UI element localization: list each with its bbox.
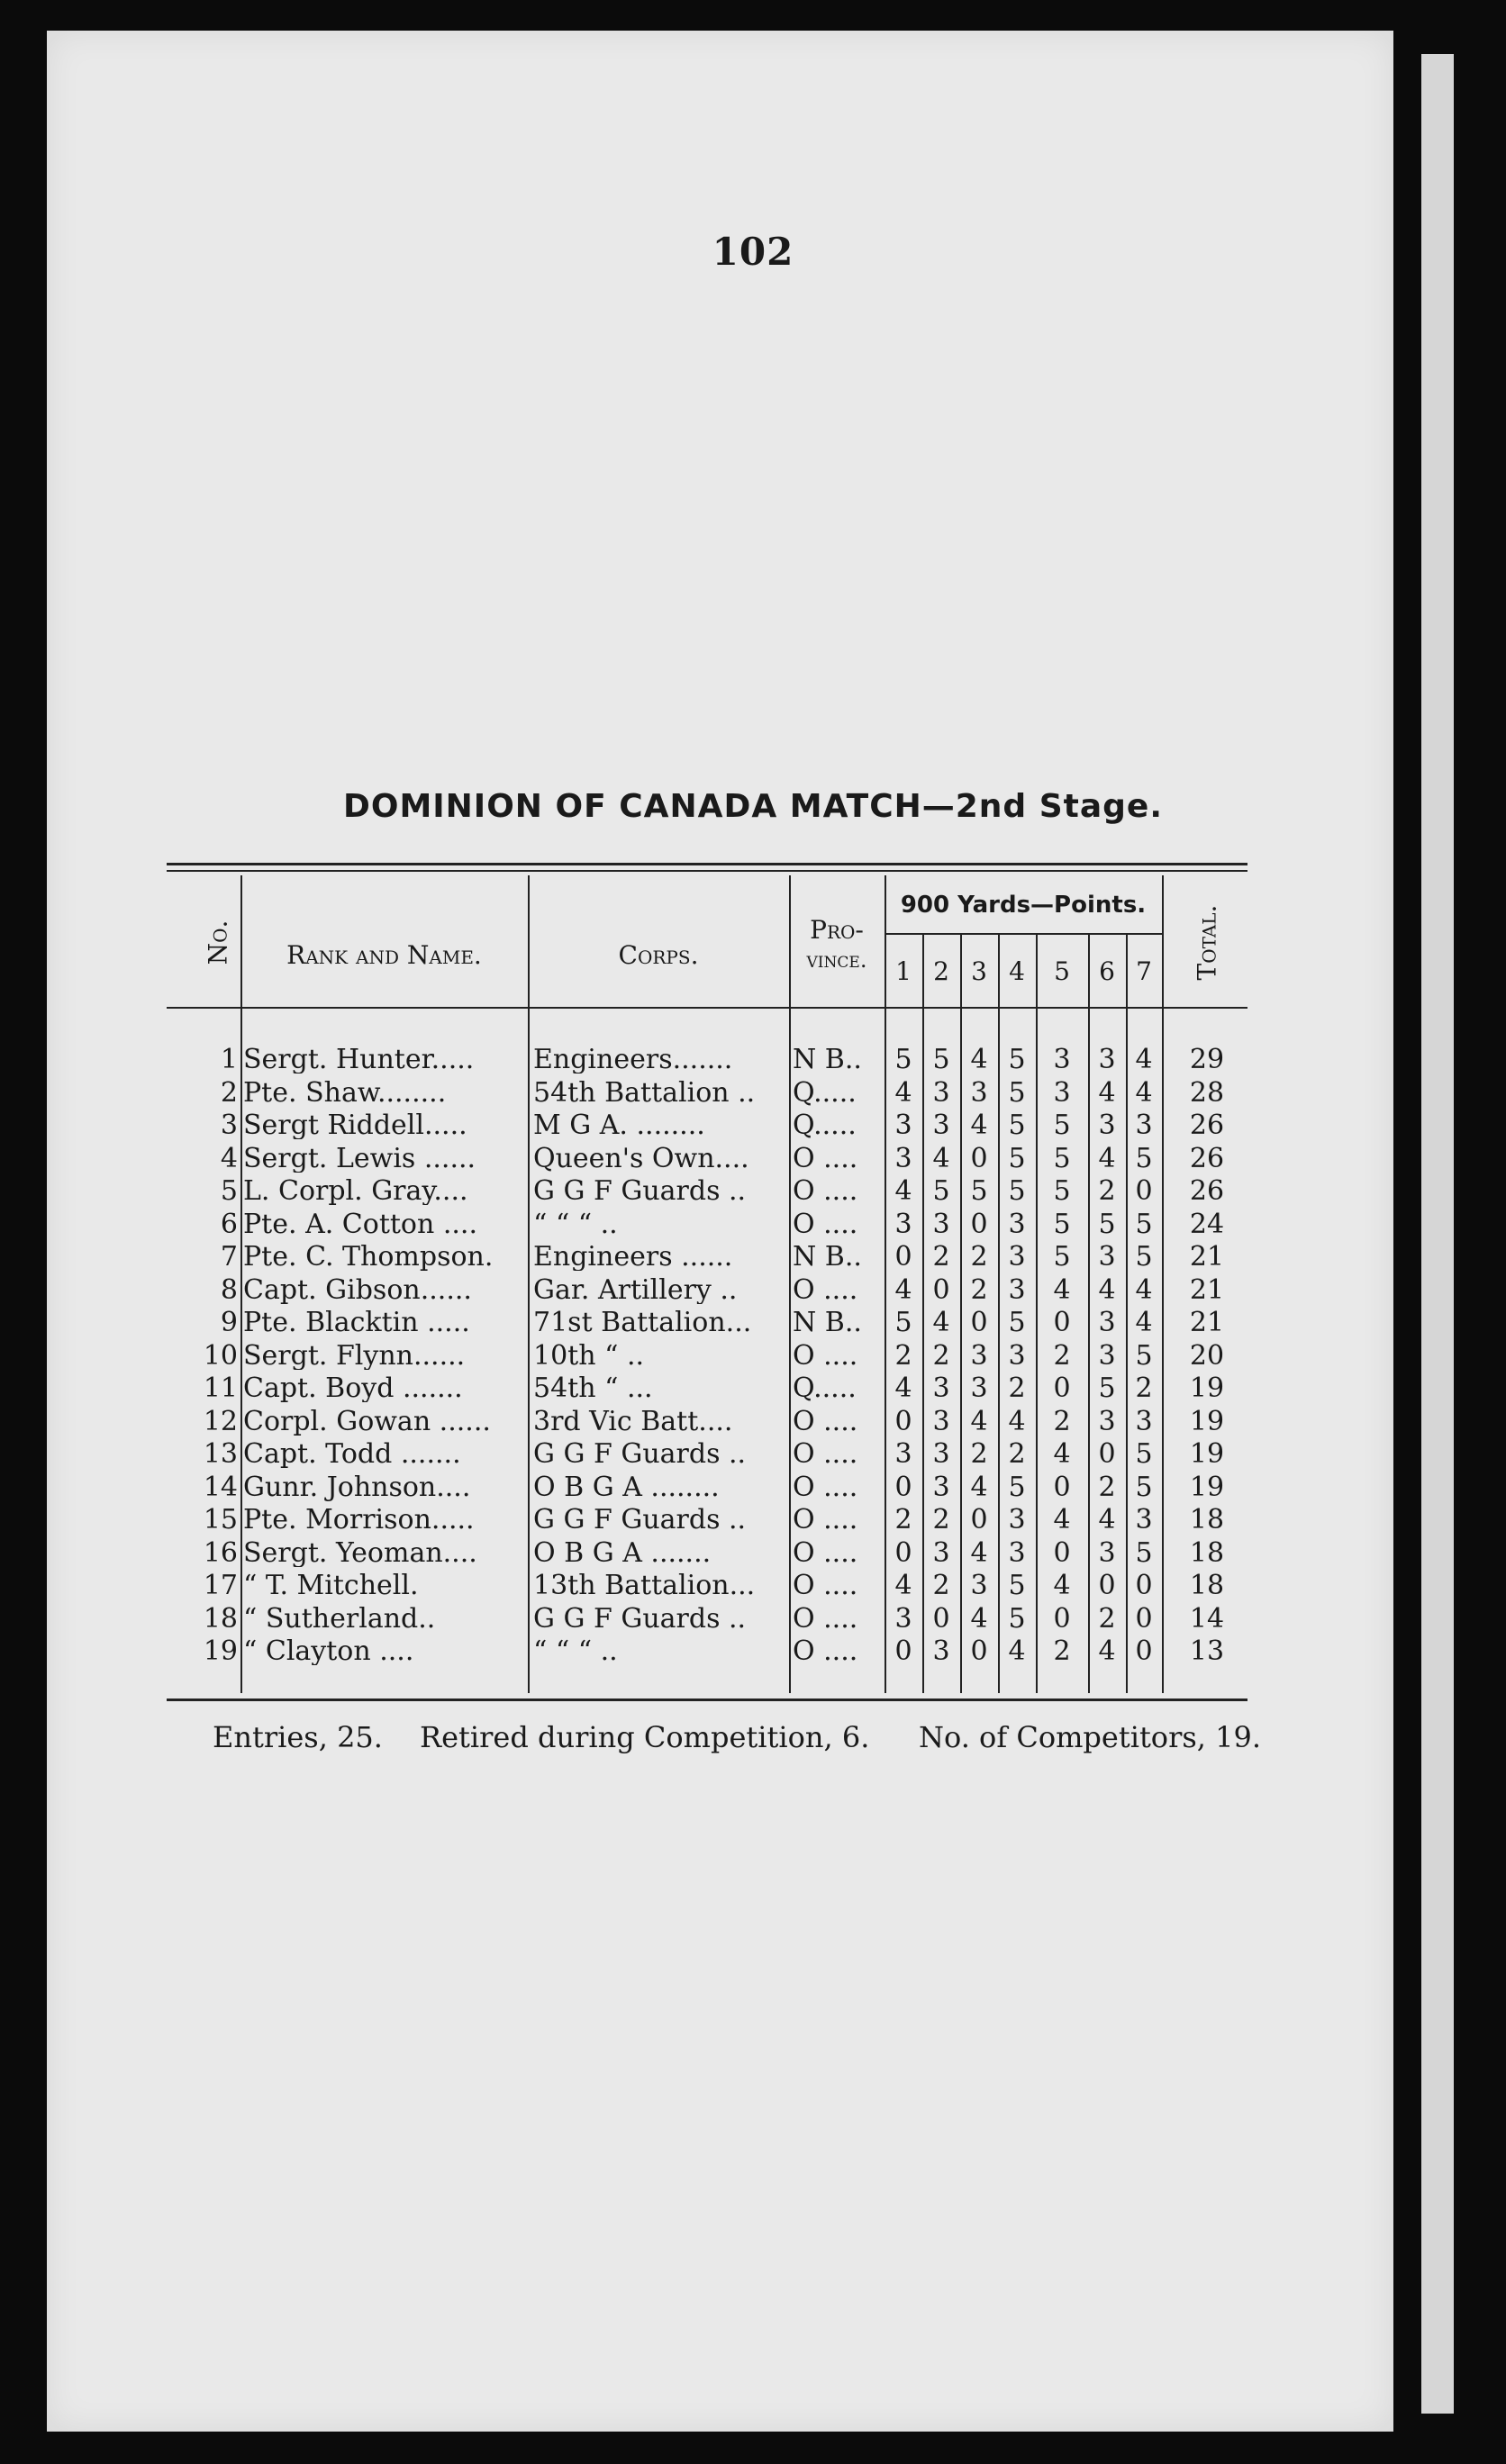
row-province: N B.. (793, 1244, 862, 1271)
row-shot-4: 3 (1008, 1208, 1026, 1240)
header-province-1: Pro- (810, 915, 864, 945)
row-shot-2: 3 (932, 1471, 950, 1503)
row-shot-6: 3 (1098, 1405, 1116, 1437)
row-shot-6: 2 (1098, 1602, 1116, 1635)
row-number: 2 (220, 1076, 238, 1109)
row-shot-7: 0 (1135, 1570, 1153, 1601)
row-shot-2: 3 (932, 1076, 950, 1109)
row-total: 19 (1189, 1372, 1225, 1404)
row-total: 18 (1189, 1536, 1225, 1569)
header-shot-6: 6 (1099, 956, 1115, 986)
row-shot-5: 4 (1053, 1570, 1071, 1601)
row-shot-3: 0 (970, 1208, 988, 1240)
row-total: 28 (1189, 1076, 1225, 1109)
row-rank-name: Pte. C. Thompson. (243, 1244, 494, 1271)
row-shot-4: 3 (1008, 1273, 1026, 1306)
row-shot-5: 0 (1053, 1602, 1071, 1635)
header-shot-3: 3 (971, 956, 987, 986)
row-number: 13 (203, 1438, 238, 1470)
row-shot-6: 3 (1098, 1536, 1116, 1569)
table-top-rule-thin (167, 870, 1247, 872)
table-bottom-rule (167, 1699, 1247, 1701)
header-shot-7: 7 (1136, 956, 1152, 986)
row-shot-3: 4 (970, 1405, 988, 1437)
row-total: 21 (1189, 1307, 1225, 1338)
row-shot-7: 5 (1135, 1339, 1153, 1372)
row-total: 26 (1189, 1142, 1225, 1174)
row-shot-7: 0 (1135, 1635, 1153, 1667)
row-shot-4: 3 (1008, 1241, 1026, 1273)
row-corps: O B G A ........ (533, 1473, 720, 1501)
row-shot-3: 2 (970, 1273, 988, 1306)
row-shot-4: 3 (1008, 1339, 1026, 1372)
row-total: 18 (1189, 1570, 1225, 1601)
row-number: 16 (203, 1536, 238, 1569)
yards-header-rule (885, 933, 1162, 935)
row-total: 14 (1189, 1602, 1225, 1635)
row-shot-4: 3 (1008, 1504, 1026, 1535)
row-shot-6: 2 (1098, 1175, 1116, 1207)
row-shot-1: 0 (894, 1536, 912, 1569)
row-corps: G G F Guards .. (533, 1441, 747, 1468)
row-rank-name: “ T. Mitchell. (243, 1572, 419, 1599)
row-province: O .... (793, 1605, 858, 1633)
row-shot-5: 5 (1053, 1175, 1071, 1207)
row-shot-6: 4 (1098, 1273, 1116, 1306)
row-number: 12 (203, 1405, 238, 1437)
row-shot-1: 0 (894, 1241, 912, 1273)
row-shot-2: 2 (932, 1339, 950, 1372)
header-rank-name: Rank and Name. (286, 940, 482, 970)
row-shot-2: 3 (932, 1635, 950, 1667)
col-line-total (1162, 875, 1164, 1693)
row-corps: O B G A ....... (533, 1539, 712, 1567)
row-shot-3: 0 (970, 1635, 988, 1667)
header-shot-5: 5 (1054, 956, 1070, 986)
row-shot-4: 2 (1008, 1438, 1026, 1470)
footer-retired: Retired during Competition, 6. (420, 1720, 870, 1754)
row-province: Q..... (793, 1079, 857, 1107)
row-total: 24 (1189, 1208, 1225, 1240)
row-number: 10 (203, 1339, 238, 1372)
row-rank-name: Gunr. Johnson.... (243, 1473, 471, 1501)
row-corps: “ “ “ .. (533, 1210, 618, 1238)
row-shot-6: 0 (1098, 1438, 1116, 1470)
row-shot-3: 3 (970, 1372, 988, 1404)
row-shot-5: 5 (1053, 1241, 1071, 1273)
row-corps: 54th Battalion .. (533, 1079, 756, 1107)
row-shot-7: 5 (1135, 1142, 1153, 1174)
row-shot-2: 3 (932, 1536, 950, 1569)
row-corps: M G A. ........ (533, 1112, 705, 1139)
row-province: O .... (793, 1276, 858, 1304)
header-shot-4: 4 (1009, 956, 1025, 986)
header-no: No. (203, 919, 233, 965)
row-shot-3: 3 (970, 1076, 988, 1109)
header-province-2: vince. (806, 947, 867, 973)
row-shot-5: 3 (1053, 1076, 1071, 1109)
row-total: 20 (1189, 1339, 1225, 1372)
row-total: 26 (1189, 1175, 1225, 1207)
row-shot-5: 4 (1053, 1504, 1071, 1535)
header-bottom-rule (167, 1007, 1247, 1009)
row-shot-2: 3 (932, 1110, 950, 1141)
row-shot-2: 0 (932, 1602, 950, 1635)
row-shot-7: 5 (1135, 1471, 1153, 1503)
row-rank-name: Pte. Shaw........ (243, 1079, 447, 1107)
row-corps: 3rd Vic Batt.... (533, 1408, 733, 1436)
row-shot-2: 3 (932, 1372, 950, 1404)
header-shot-1: 1 (895, 956, 912, 986)
row-rank-name: L. Corpl. Gray.... (243, 1178, 468, 1205)
row-shot-7: 5 (1135, 1536, 1153, 1569)
row-shot-7: 0 (1135, 1602, 1153, 1635)
col-line-corps (789, 875, 791, 1693)
row-shot-5: 0 (1053, 1372, 1071, 1404)
row-shot-5: 0 (1053, 1471, 1071, 1503)
header-yards-points: 900 Yards—Points. (900, 892, 1147, 919)
row-shot-6: 4 (1098, 1142, 1116, 1174)
row-number: 11 (203, 1372, 238, 1404)
row-shot-7: 3 (1135, 1405, 1153, 1437)
row-shot-6: 3 (1098, 1241, 1116, 1273)
row-shot-7: 4 (1135, 1076, 1153, 1109)
row-province: Q..... (793, 1375, 857, 1402)
row-shot-4: 4 (1008, 1635, 1026, 1667)
header-corps: Corps. (618, 940, 699, 970)
row-province: O .... (793, 1210, 858, 1238)
row-total: 19 (1189, 1405, 1225, 1437)
row-shot-3: 0 (970, 1307, 988, 1338)
row-rank-name: “ Clayton .... (243, 1638, 414, 1665)
row-shot-3: 3 (970, 1570, 988, 1601)
header-total: Total. (1192, 904, 1222, 981)
row-corps: G G F Guards .. (533, 1178, 747, 1205)
row-total: 19 (1189, 1438, 1225, 1470)
row-rank-name: Capt. Boyd ....... (243, 1375, 463, 1402)
row-corps: G G F Guards .. (533, 1507, 747, 1534)
row-shot-1: 2 (894, 1504, 912, 1535)
row-total: 26 (1189, 1110, 1225, 1141)
row-rank-name: Sergt. Hunter..... (243, 1046, 475, 1073)
row-shot-1: 4 (894, 1273, 912, 1306)
row-shot-3: 2 (970, 1241, 988, 1273)
row-shot-4: 5 (1008, 1307, 1026, 1338)
row-province: N B.. (793, 1309, 862, 1336)
row-province: O .... (793, 1473, 858, 1501)
row-shot-1: 4 (894, 1372, 912, 1404)
row-number: 4 (220, 1142, 238, 1174)
row-shot-2: 0 (932, 1273, 950, 1306)
row-shot-7: 5 (1135, 1241, 1153, 1273)
row-corps: 13th Battalion... (533, 1572, 756, 1599)
row-rank-name: Capt. Gibson...... (243, 1276, 472, 1304)
row-province: O .... (793, 1507, 858, 1534)
row-number: 15 (203, 1504, 238, 1535)
row-rank-name: Sergt Riddell..... (243, 1112, 467, 1139)
row-shot-7: 5 (1135, 1438, 1153, 1470)
row-corps: Gar. Artillery .. (533, 1276, 738, 1304)
row-rank-name: Corpl. Gowan ...... (243, 1408, 491, 1436)
row-rank-name: Pte. A. Cotton .... (243, 1210, 477, 1238)
row-province: Q..... (793, 1112, 857, 1139)
row-shot-4: 5 (1008, 1076, 1026, 1109)
row-shot-3: 0 (970, 1504, 988, 1535)
header-shot-2: 2 (933, 956, 949, 986)
row-shot-4: 5 (1008, 1602, 1026, 1635)
row-shot-6: 5 (1098, 1208, 1116, 1240)
row-shot-4: 5 (1008, 1570, 1026, 1601)
row-shot-4: 5 (1008, 1044, 1026, 1075)
row-number: 7 (220, 1241, 238, 1273)
footer-entries: Entries, 25. (213, 1720, 383, 1754)
row-shot-6: 0 (1098, 1570, 1116, 1601)
row-number: 5 (220, 1175, 238, 1207)
row-shot-2: 4 (932, 1307, 950, 1338)
row-province: O .... (793, 1342, 858, 1370)
row-shot-3: 4 (970, 1536, 988, 1569)
row-shot-5: 0 (1053, 1307, 1071, 1338)
row-shot-4: 5 (1008, 1175, 1026, 1207)
row-shot-7: 5 (1135, 1208, 1153, 1240)
row-rank-name: Capt. Todd ....... (243, 1441, 461, 1468)
row-total: 21 (1189, 1241, 1225, 1273)
row-number: 8 (220, 1273, 238, 1306)
row-province: O .... (793, 1178, 858, 1205)
row-rank-name: Sergt. Yeoman.... (243, 1539, 477, 1567)
row-shot-3: 2 (970, 1438, 988, 1470)
row-number: 19 (203, 1635, 238, 1667)
row-total: 18 (1189, 1504, 1225, 1535)
row-corps: G G F Guards .. (533, 1605, 747, 1633)
row-shot-3: 4 (970, 1110, 988, 1141)
row-shot-6: 2 (1098, 1471, 1116, 1503)
row-shot-1: 3 (894, 1208, 912, 1240)
row-shot-1: 3 (894, 1142, 912, 1174)
row-shot-2: 5 (932, 1044, 950, 1075)
row-rank-name: Pte. Morrison..... (243, 1507, 475, 1534)
row-corps: 10th “ .. (533, 1342, 645, 1370)
facing-page-edge (1421, 54, 1454, 2414)
row-number: 6 (220, 1208, 238, 1240)
row-number: 1 (220, 1044, 238, 1075)
row-shot-3: 5 (970, 1175, 988, 1207)
row-shot-1: 4 (894, 1175, 912, 1207)
row-total: 29 (1189, 1044, 1225, 1075)
row-number: 14 (203, 1471, 238, 1503)
row-shot-5: 5 (1053, 1142, 1071, 1174)
row-shot-1: 5 (894, 1044, 912, 1075)
row-province: O .... (793, 1145, 858, 1173)
row-shot-5: 3 (1053, 1044, 1071, 1075)
row-province: O .... (793, 1572, 858, 1599)
row-shot-1: 2 (894, 1339, 912, 1372)
row-shot-7: 4 (1135, 1307, 1153, 1338)
row-shot-2: 3 (932, 1208, 950, 1240)
row-rank-name: Sergt. Lewis ...... (243, 1145, 476, 1173)
row-province: O .... (793, 1638, 858, 1665)
table-top-rule (167, 863, 1247, 865)
row-shot-5: 4 (1053, 1438, 1071, 1470)
row-corps: 54th “ ... (533, 1375, 653, 1402)
row-corps: 71st Battalion... (533, 1309, 752, 1336)
row-province: O .... (793, 1441, 858, 1468)
row-shot-6: 3 (1098, 1044, 1116, 1075)
row-shot-4: 5 (1008, 1142, 1026, 1174)
row-number: 3 (220, 1110, 238, 1141)
row-shot-3: 4 (970, 1602, 988, 1635)
row-shot-6: 3 (1098, 1110, 1116, 1141)
row-corps: Queen's Own.... (533, 1145, 749, 1173)
row-shot-7: 4 (1135, 1044, 1153, 1075)
row-shot-2: 2 (932, 1241, 950, 1273)
row-shot-5: 2 (1053, 1339, 1071, 1372)
row-shot-2: 2 (932, 1570, 950, 1601)
row-province: O .... (793, 1539, 858, 1567)
row-number: 17 (203, 1570, 238, 1601)
row-shot-7: 0 (1135, 1175, 1153, 1207)
row-province: O .... (793, 1408, 858, 1436)
row-shot-7: 3 (1135, 1110, 1153, 1141)
col-line-no (240, 875, 242, 1693)
page-number: 102 (712, 230, 794, 274)
row-shot-5: 0 (1053, 1536, 1071, 1569)
row-rank-name: Sergt. Flynn...... (243, 1342, 466, 1370)
row-shot-2: 5 (932, 1175, 950, 1207)
row-shot-3: 4 (970, 1044, 988, 1075)
table-title: DOMINION OF CANADA MATCH—2nd Stage. (342, 788, 1164, 825)
row-shot-2: 2 (932, 1504, 950, 1535)
row-shot-5: 2 (1053, 1405, 1071, 1437)
row-corps: Engineers ...... (533, 1244, 733, 1271)
row-shot-2: 3 (932, 1405, 950, 1437)
row-shot-4: 2 (1008, 1372, 1026, 1404)
row-shot-1: 3 (894, 1110, 912, 1141)
row-shot-6: 3 (1098, 1307, 1116, 1338)
row-number: 9 (220, 1307, 238, 1338)
row-shot-1: 4 (894, 1570, 912, 1601)
row-total: 21 (1189, 1273, 1225, 1306)
col-line-name (528, 875, 530, 1693)
row-shot-3: 4 (970, 1471, 988, 1503)
row-shot-2: 4 (932, 1142, 950, 1174)
row-corps: Engineers....... (533, 1046, 733, 1073)
row-shot-5: 5 (1053, 1208, 1071, 1240)
row-shot-1: 5 (894, 1307, 912, 1338)
row-shot-1: 0 (894, 1471, 912, 1503)
row-shot-3: 3 (970, 1339, 988, 1372)
row-shot-5: 5 (1053, 1110, 1071, 1141)
row-province: N B.. (793, 1046, 862, 1073)
row-shot-7: 2 (1135, 1372, 1153, 1404)
row-shot-4: 4 (1008, 1405, 1026, 1437)
row-shot-3: 0 (970, 1142, 988, 1174)
row-shot-1: 0 (894, 1635, 912, 1667)
row-shot-6: 3 (1098, 1339, 1116, 1372)
row-shot-6: 4 (1098, 1076, 1116, 1109)
row-corps: “ “ “ .. (533, 1638, 618, 1665)
row-shot-5: 4 (1053, 1273, 1071, 1306)
row-shot-5: 2 (1053, 1635, 1071, 1667)
row-shot-7: 3 (1135, 1504, 1153, 1535)
row-rank-name: “ Sutherland.. (243, 1605, 436, 1633)
row-total: 19 (1189, 1471, 1225, 1503)
row-shot-7: 4 (1135, 1273, 1153, 1306)
row-shot-1: 4 (894, 1076, 912, 1109)
row-shot-4: 3 (1008, 1536, 1026, 1569)
row-number: 18 (203, 1602, 238, 1635)
row-shot-6: 5 (1098, 1372, 1116, 1404)
footer-competitors: No. of Competitors, 19. (919, 1720, 1262, 1754)
row-shot-4: 5 (1008, 1471, 1026, 1503)
row-shot-4: 5 (1008, 1110, 1026, 1141)
row-shot-6: 4 (1098, 1504, 1116, 1535)
row-shot-2: 3 (932, 1438, 950, 1470)
row-rank-name: Pte. Blacktin ..... (243, 1309, 470, 1336)
row-shot-6: 4 (1098, 1635, 1116, 1667)
row-shot-1: 3 (894, 1602, 912, 1635)
row-shot-1: 3 (894, 1438, 912, 1470)
row-total: 13 (1189, 1635, 1225, 1667)
row-shot-1: 0 (894, 1405, 912, 1437)
